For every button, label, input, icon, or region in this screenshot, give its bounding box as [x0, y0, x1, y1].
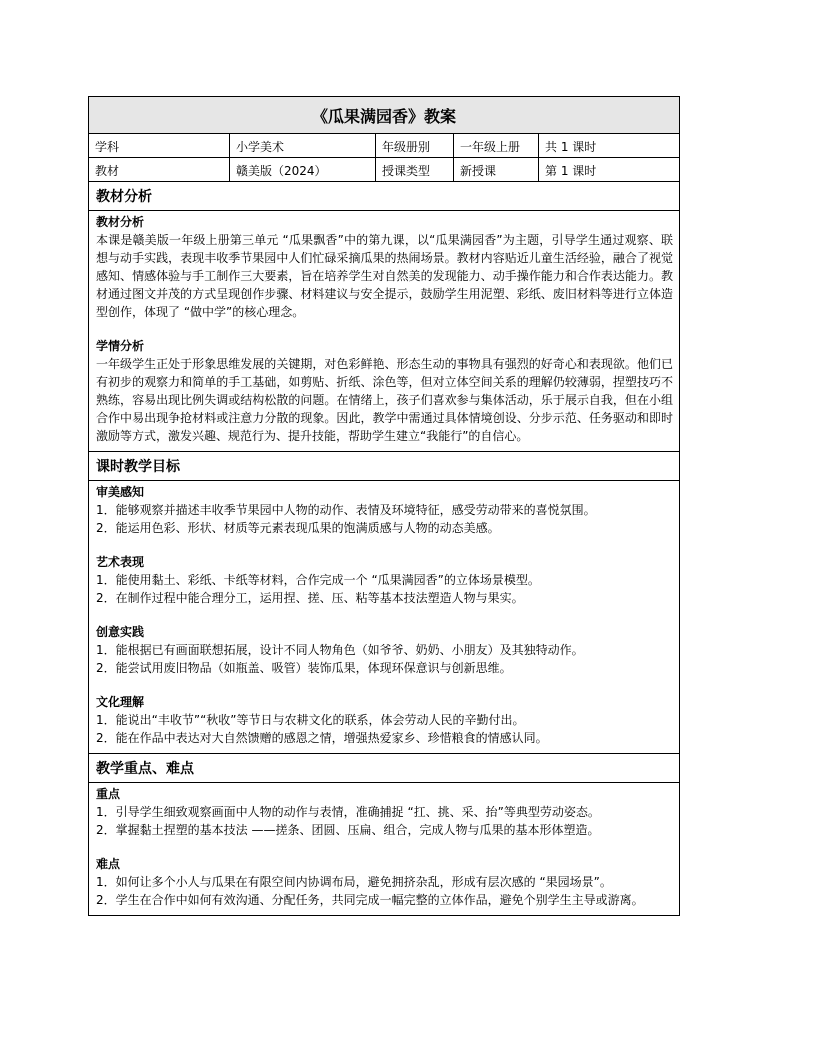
objective-item: 1．能说出“丰收节”“秋收”等节日与农耕文化的联系，体会劳动人民的辛勤付出。 [96, 713, 525, 727]
textbook-label: 教材 [89, 158, 230, 181]
current-period: 第 1 课时 [545, 164, 597, 178]
key-points-title: 重点 [96, 787, 121, 801]
textbook-analysis-text: 本课是赣美版一年级上册第三单元 “瓜果飘香”中的第九课，以“瓜果满园香”为主题，引导学生通过观察、联想与动手实践，表现丰收季节果园中人们忙碌采摘瓜果的热闹场景。教材内容贴近儿童生活经验，融合了视觉感知、情感体验与手工制作三大要素，旨在培养学生对自然美的发现能力、动手操作能力和合作表达能力。教材通过图文并茂的方式呈现创作步骤、材料建议与安全提示，鼓励学生用泥塑、彩纸、废旧材料等进行立体造型创作，体现了 “做中学”的核心理念。 [96, 233, 673, 319]
section-body-analysis [89, 211, 679, 452]
lesson-plan-table [88, 96, 680, 916]
lesson-type-value: 新授课 [454, 158, 539, 181]
textbook-value: 赣美版（2024） [230, 158, 376, 181]
document-title: 《瓜果满园香》教案 [311, 106, 456, 126]
section-body-key-points [89, 783, 679, 915]
objective-item: 1．能够观察并描述丰收季节果园中人物的动作、表情及环境特征，感受劳动带来的喜悦氛围。 [96, 503, 596, 517]
student-analysis-text: 一年级学生正处于形象思维发展的关键期，对色彩鲜艳、形态生动的事物具有强烈的好奇心和表现欲。他们已有初步的观察力和简单的手工基础，如剪贴、折纸、涂色等，但对立体空间关系的理解仍较薄弱，捏塑技巧不熟练，容易出现比例失调或结构松散的问题。在情绪上，孩子们喜欢参与集体活动，乐于展示自我，但在小组合作中易出现争抢材料或注意力分散的现象。因此，教学中需通过具体情境创设、分步示范、任务驱动和即时激励等方式，激发兴趣、规范行为、提升技能，帮助学生建立“我能行”的自信心。 [96, 357, 673, 443]
objective-item: 1．能根据已有画面联想拓展，设计不同人物角色（如爷爷、奶奶、小朋友）及其独特动作。 [96, 643, 584, 657]
key-point-item: 1．引导学生细致观察画面中人物的动作与表情，准确捕捉 “扛、挑、采、抬”等典型劳动姿态。 [96, 805, 600, 819]
total-periods: 共 1 课时 [545, 140, 597, 154]
info-row-subject [89, 134, 679, 158]
section-heading-objectives: 课时教学目标 [89, 452, 679, 481]
objective-item: 2．能尝试用废旧物品（如瓶盖、吸管）装饰瓜果，体现环保意识与创新思维。 [96, 661, 512, 675]
grade-label: 年级册别 [376, 134, 454, 157]
subject-value: 小学美术 [230, 134, 376, 157]
objective-group-title: 创意实践 [96, 625, 145, 639]
objective-group-title: 审美感知 [96, 485, 145, 499]
info-row-textbook [89, 158, 679, 182]
objective-item: 2．能在作品中表达对大自然馈赠的感恩之情，增强热爱家乡、珍惜粮食的情感认同。 [96, 731, 548, 745]
objective-group-title: 文化理解 [96, 695, 145, 709]
subject-label: 学科 [89, 134, 230, 157]
difficulties-title: 难点 [96, 857, 121, 871]
objective-group-title: 艺术表现 [96, 555, 145, 569]
objective-item: 2．能运用色彩、形状、材质等元素表现瓜果的饱满质感与人物的动态美感。 [96, 521, 500, 535]
lesson-type-label: 授课类型 [376, 158, 454, 181]
grade-value: 一年级上册 [454, 134, 539, 157]
key-point-item: 2．掌握黏土捏塑的基本技法 ——搓条、团圆、压扁、组合，完成人物与瓜果的基本形体塑造。 [96, 823, 600, 837]
title-row [89, 97, 679, 134]
subheading-student-analysis: 学情分析 [96, 339, 145, 353]
objective-item: 2．在制作过程中能合理分工，运用捏、搓、压、粘等基本技法塑造人物与果实。 [96, 591, 524, 605]
section-body-objectives [89, 481, 679, 754]
section-heading-analysis: 教材分析 [89, 182, 679, 211]
section-heading-key-points: 教学重点、难点 [89, 754, 679, 783]
subheading-textbook-analysis: 教材分析 [96, 215, 145, 229]
difficulty-item: 2．学生在合作中如何有效沟通、分配任务，共同完成一幅完整的立体作品，避免个别学生主导或游离。 [96, 893, 644, 907]
difficulty-item: 1．如何让多个小人与瓜果在有限空间内协调布局，避免拥挤杂乱，形成有层次感的 “果园场景”。 [96, 875, 612, 889]
objective-item: 1．能使用黏土、彩纸、卡纸等材料，合作完成一个 “瓜果满园香”的立体场景模型。 [96, 573, 540, 587]
